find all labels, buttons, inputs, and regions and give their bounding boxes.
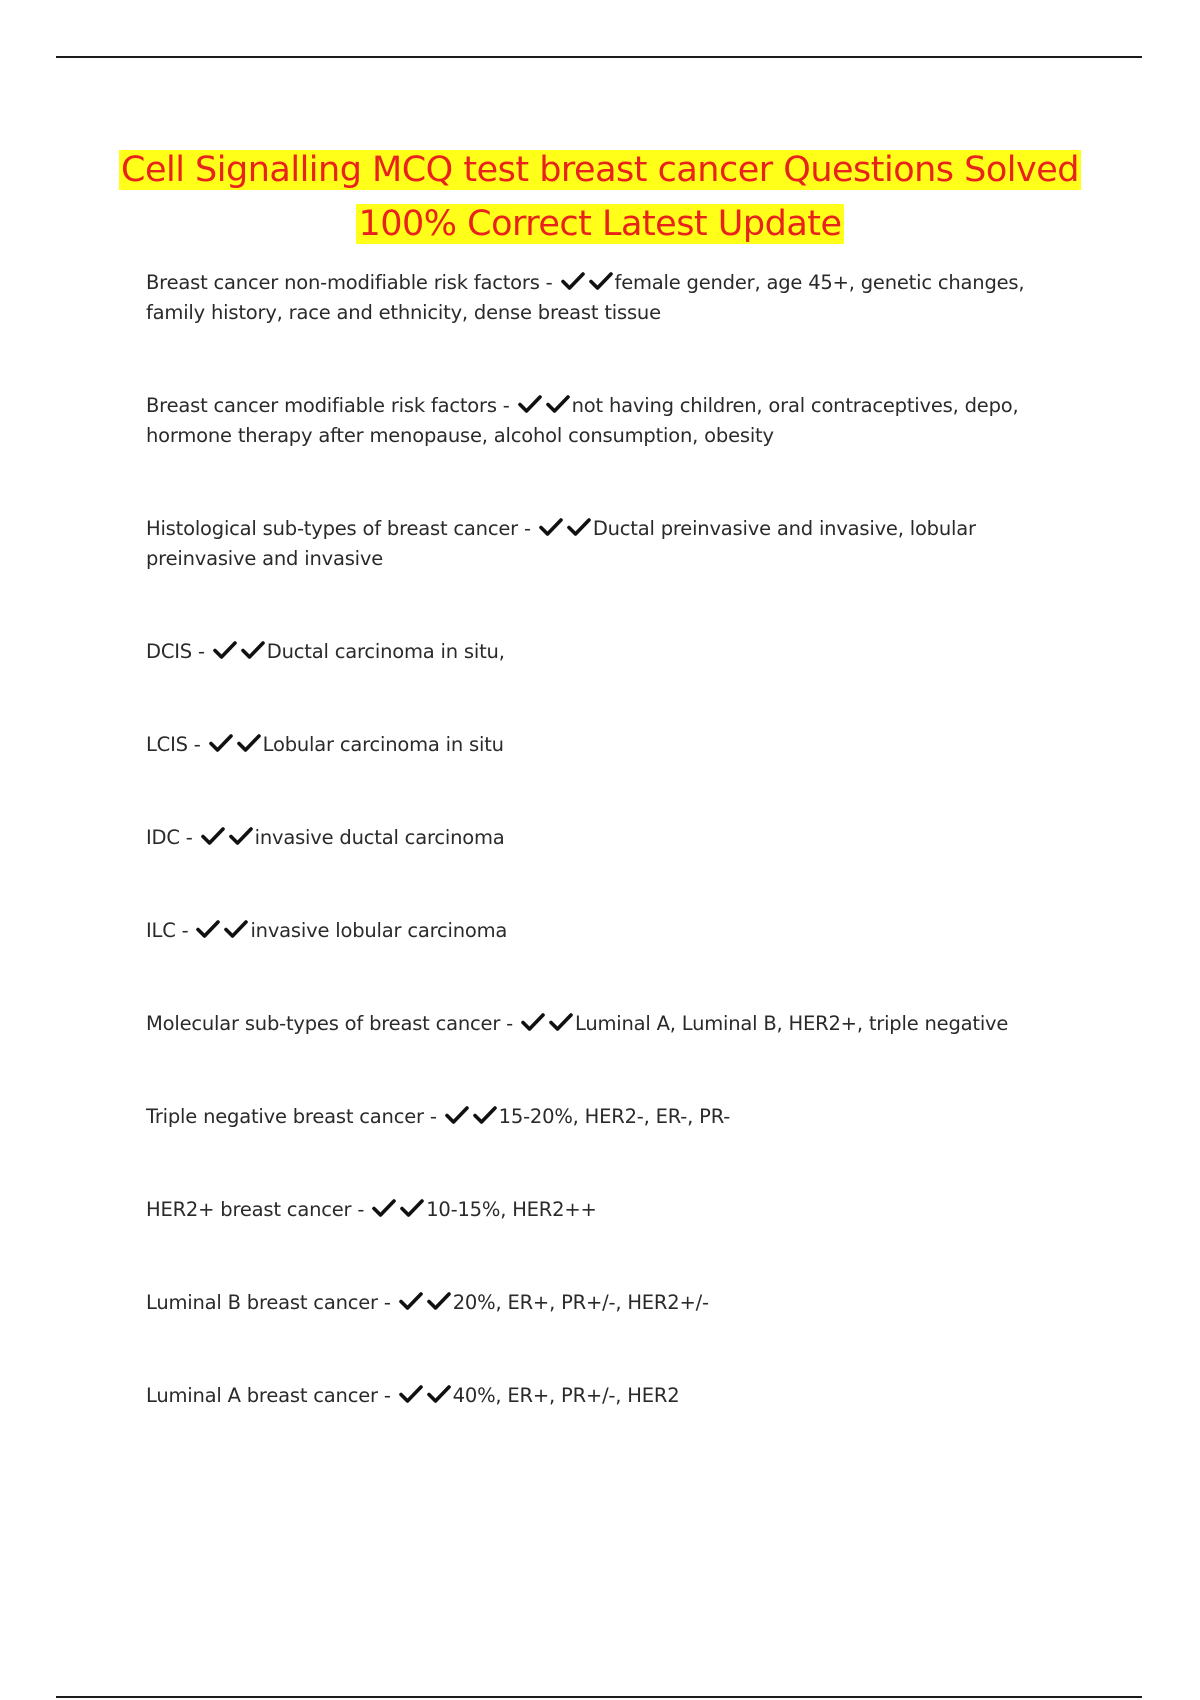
check-icon — [518, 394, 542, 414]
qa-answer: 20%, ER+, PR+/-, HER2+/- — [452, 1291, 709, 1314]
qa-answer: Ductal preinvasive and invasive, lobular preinvasive and invasive — [146, 517, 976, 570]
qa-item — [146, 268, 1086, 328]
qa-item — [146, 1195, 1086, 1225]
qa-term: Triple negative breast cancer - — [146, 1105, 443, 1128]
qa-item — [146, 391, 1086, 451]
qa-term: Molecular sub-types of breast cancer - — [146, 1012, 519, 1035]
qa-item — [146, 1009, 1086, 1039]
check-icon — [400, 1198, 424, 1218]
check-icon — [229, 826, 253, 846]
qa-term: Luminal B breast cancer - — [146, 1291, 397, 1314]
check-icon — [546, 394, 570, 414]
check-icon — [473, 1105, 497, 1125]
qa-item — [146, 1381, 1086, 1411]
qa-item — [146, 823, 1086, 853]
qa-item — [146, 1288, 1086, 1318]
qa-answer: Lobular carcinoma in situ — [262, 733, 504, 756]
qa-answer: 40%, ER+, PR+/-, HER2 — [452, 1384, 680, 1407]
check-icon — [237, 733, 261, 753]
check-icon — [241, 640, 265, 660]
check-icon — [521, 1012, 545, 1032]
check-icon — [196, 919, 220, 939]
check-icon — [209, 733, 233, 753]
top-rule — [56, 56, 1142, 58]
qa-item — [146, 916, 1086, 946]
check-icon — [539, 517, 563, 537]
qa-list — [146, 268, 1086, 1474]
qa-answer: 15-20%, HER2-, ER-, PR- — [498, 1105, 731, 1128]
check-icon — [445, 1105, 469, 1125]
qa-term: Breast cancer modifiable risk factors - — [146, 394, 516, 417]
check-icon — [213, 640, 237, 660]
title-line-1: Cell Signalling MCQ test breast cancer Questions Solved — [121, 150, 1079, 190]
bottom-rule — [56, 1696, 1142, 1698]
check-icon — [561, 271, 585, 291]
qa-term: Histological sub-types of breast cancer - — [146, 517, 537, 540]
title-line-2: 100% Correct Latest Update — [358, 204, 842, 244]
qa-answer: female gender, age 45+, genetic changes, family history, race and ethnicity, dense breast tissue — [146, 271, 1025, 324]
qa-answer: invasive ductal carcinoma — [254, 826, 505, 849]
check-icon — [567, 517, 591, 537]
check-icon — [427, 1384, 451, 1404]
qa-answer: invasive lobular carcinoma — [250, 919, 508, 942]
qa-item — [146, 637, 1086, 667]
qa-term: Breast cancer non-modifiable risk factors - — [146, 271, 559, 294]
check-icon — [589, 271, 613, 291]
check-icon — [399, 1384, 423, 1404]
page-title — [100, 143, 1100, 251]
check-icon — [427, 1291, 451, 1311]
qa-term: DCIS - — [146, 640, 211, 663]
qa-answer: 10-15%, HER2++ — [426, 1198, 597, 1221]
qa-term: HER2+ breast cancer - — [146, 1198, 371, 1221]
qa-answer: not having children, oral contraceptives, depo, hormone therapy after menopause, alcohol consumption, obesity — [146, 394, 1019, 447]
qa-term: IDC - — [146, 826, 199, 849]
qa-term: LCIS - — [146, 733, 207, 756]
qa-term: ILC - — [146, 919, 195, 942]
check-icon — [399, 1291, 423, 1311]
qa-answer: Ductal carcinoma in situ, — [266, 640, 505, 663]
qa-item — [146, 514, 1086, 574]
check-icon — [549, 1012, 573, 1032]
qa-term: Luminal A breast cancer - — [146, 1384, 397, 1407]
qa-item — [146, 1102, 1086, 1132]
check-icon — [224, 919, 248, 939]
check-icon — [201, 826, 225, 846]
qa-answer: Luminal A, Luminal B, HER2+, triple negative — [575, 1012, 1009, 1035]
check-icon — [372, 1198, 396, 1218]
qa-item — [146, 730, 1086, 760]
